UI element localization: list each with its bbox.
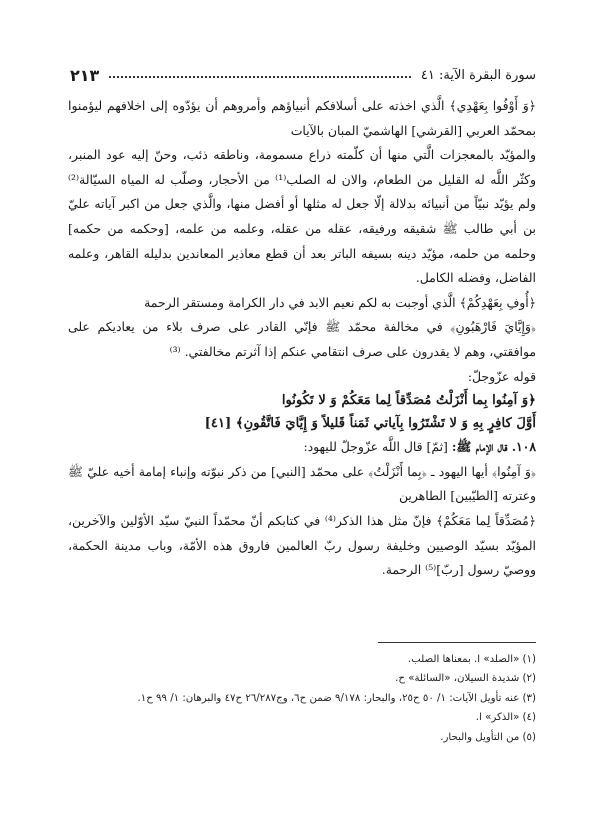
footnote-3: (٣) عنه تأويل الآيات: ١/ ٥٠ ح٢٥، والبحار: ٩/١٧٨ ضمن ح٦، وج٢٦/٢٨٧ ح٤٧ والبرهان: ١/ ٩٩ ح١. (137, 692, 536, 704)
paragraph-6 (68, 435, 536, 460)
footnote-5: (٥) من التأويل والبحار. (440, 731, 536, 743)
paragraph-7: ﴿وَ آمِنُوا﴾ أيها اليهود ـ ﴿بِما أَنْزَلْتُ﴾ على محمّد [النبي] من ذكر نبوّته وإنباء إمامة أخيه عليّ ﷺ وعترته [الطيّبين] الطاهرين (68, 463, 536, 504)
footnote-2: (٢) شديدة السيلان، «السائلة» ح. (395, 673, 536, 685)
footnote-4: (٤) «الذكر» ا. (475, 712, 536, 724)
paragraph-8: ﴿مُصَدِّقاً لِما مَعَكُمْ﴾ فإنّ مثل هذا الذكر⁽⁴⁾ في كتابكم أنّ محمّداً النبيّ سيّد الأوّلين والآخرين، المؤيّد بسيّد الوصيين وخليفة رسول ربّ العالمين فاروق هذه الأمّة، وباب مدينة الحكمة، ووصيّ رسول [ربّ]⁽⁵⁾ الرحمة. (68, 512, 536, 578)
quran-verse-line-2: أَوَّلَ كافِرٍ بِهِ وَ لا تَشْتَرُوا بِآياتي ثَمَناً قَليلاً وَ إِيَّايَ فَاتَّقُونِ﴾ [٤١] (204, 416, 536, 432)
verse-intro: قوله عزّوجلّ: (467, 368, 536, 384)
footnote-separator (378, 642, 536, 643)
section-heading-text: [ثمّ] قال اللَّه عزّوجلّ لليهود: (303, 439, 448, 455)
page-number: ٢١٣ (70, 65, 100, 85)
header-dotted-leader (109, 76, 411, 78)
paragraph-1: ﴿وَ أَوْفُوا بِعَهْدِي﴾ الَّذي اخذته على أسلافكم أنبياؤهم وأمروهم أن يؤدّوه إلى اخلافهم ليؤمنوا بمحمّد العربي [القرشي] الهاشميّ المبان بالآيات (68, 98, 536, 138)
paragraph-2: والمؤيّد بالمعجزات الَّتي منها أن كلّمته ذراع مسمومة، وناطقه ذئب، وحنّ إليه عود المنبر، وكثّر اللَّه له القليل من الطعام، والان له الصلب⁽¹⁾ من الأحجار، وصلّب له المياه السيّالة⁽²⁾ ولم يؤيّد نبيّاً من أنبيائه بدلالة إلّا جعل له مثلها أو أفضل منها، والَّذي جعل من اكبر آياته عليّ بن أبي طالب ﷺ شقيقه ورفيقه، عقله من عقله، وعلمه من علمه، [وحكمه من حكمه] وحلمه من حلمه، مؤيّد دينه بسيفه الباتر بعد أن قطع معاذير المعاندين بدليله القاهر، وعلمه الفاضل، وفضله الكامل. (68, 147, 537, 286)
footnotes (68, 650, 536, 747)
running-title: سورة البقرة الآية: ٤١ (420, 67, 536, 83)
main-text (68, 94, 536, 583)
section-heading: ١٠٨. قال الإمام ﷺ: (451, 439, 536, 455)
quran-verse-line-1: ﴿وَ آمِنُوا بِما أَنْزَلْتُ مُصَدِّقاً لِما مَعَكُمْ وَ لا تَكُونُوا (281, 393, 536, 409)
page-header (70, 64, 536, 86)
paragraph-4: ﴿وَإِيَّايَ فَارْهَبُونِ﴾ في مخالفة محمّد ﷺ فإنّي القادر على صرف بلاء من يعاديكم على موافقتي، وهم لا يقدرون على صرف انتقامي عنكم إذا آثرتم مخالفتي. ⁽³⁾ (68, 319, 536, 359)
paragraph-3: ﴿أُوفِ بِعَهْدِكُمْ﴾ الَّذي أوجبت به لكم نعيم الابد في دار الكرامة ومستقر الرحمة (144, 294, 536, 310)
footnote-1: (١) «الصلد» ا. بمعناها الصلب. (407, 654, 536, 665)
